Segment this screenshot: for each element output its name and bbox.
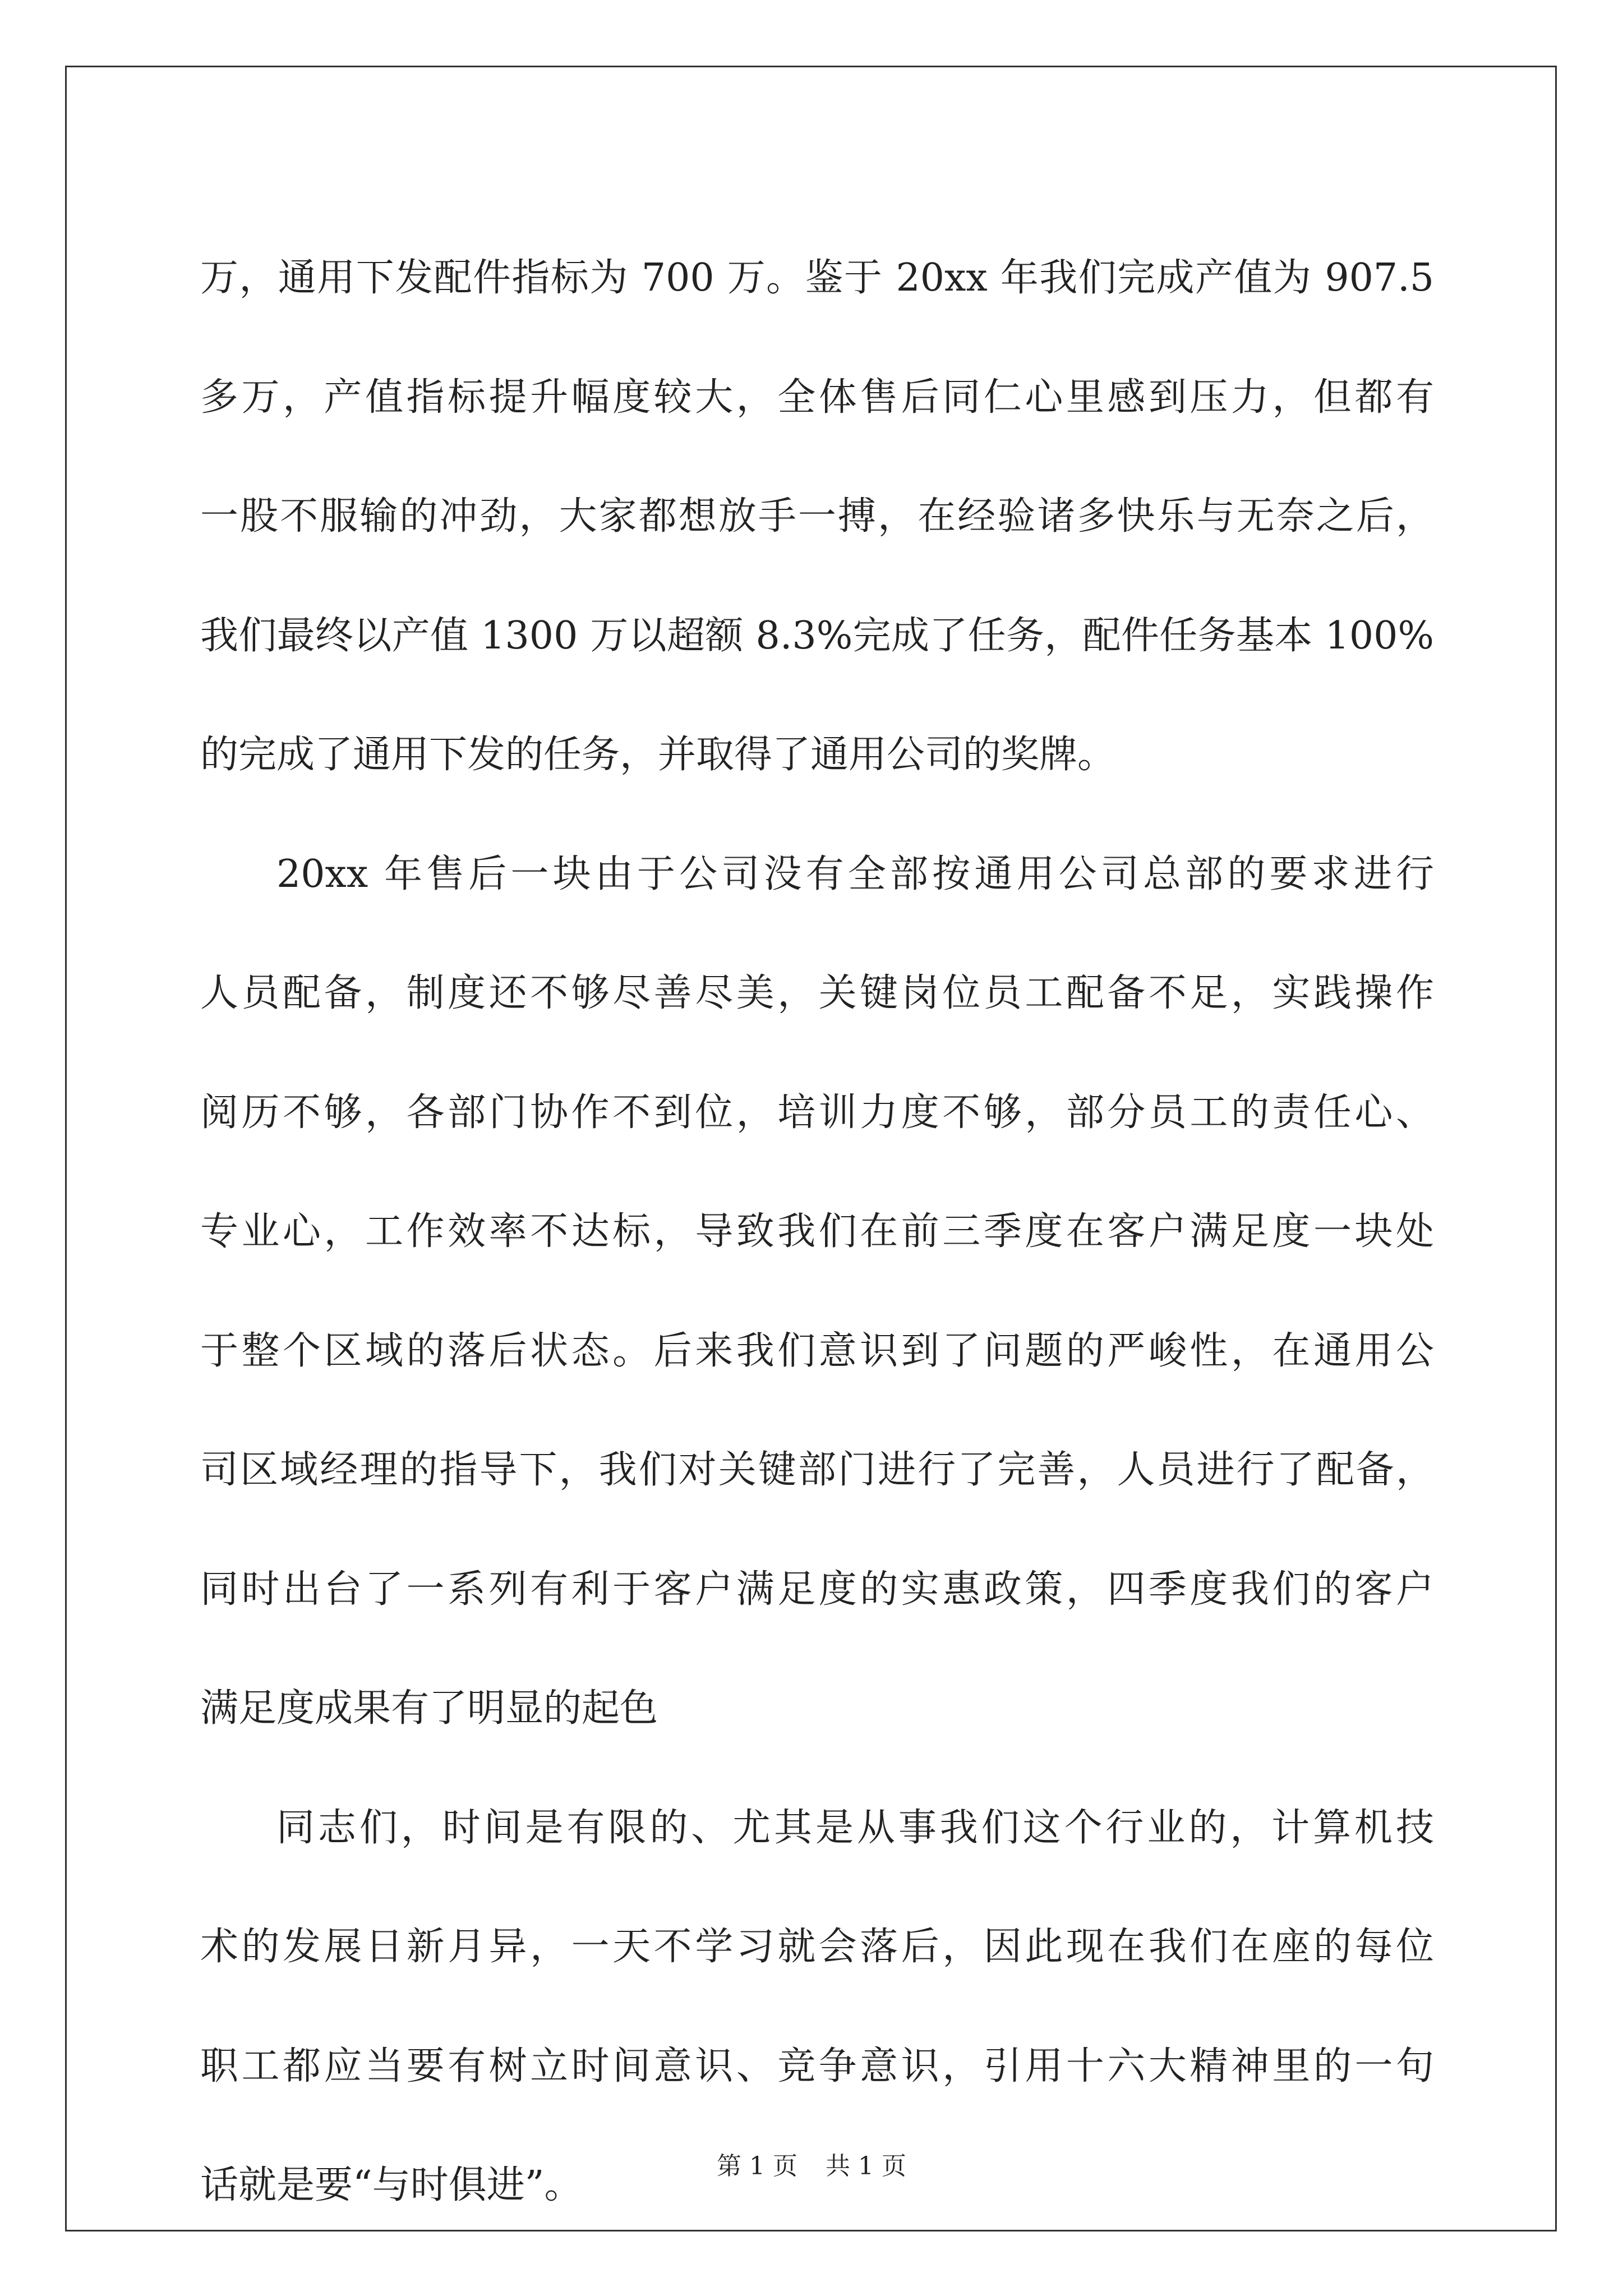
text-line: 人员配备，制度还不够尽善尽美，关键岗位员工配备不足，实践操作 xyxy=(200,971,1434,1015)
text-line: 一股不服输的冲劲，大家都想放手一搏，在经验诸多快乐与无奈之后， xyxy=(200,494,1434,539)
text-line: 我们最终以产值 1300 万以超额 8.3%完成了任务，配件任务基本 100% xyxy=(200,613,1434,658)
text-line: 话就是要“与时俱进”。 xyxy=(200,2163,583,2207)
text-line: 专业心，工作效率不达标，导致我们在前三季度在客户满足度一块处 xyxy=(200,1209,1434,1254)
text-line: 同时出台了一系列有利于客户满足度的实惠政策，四季度我们的客户 xyxy=(200,1567,1434,1612)
page-footer xyxy=(0,2150,1623,2183)
text-line: 司区域经理的指导下，我们对关键部门进行了完善，人员进行了配备， xyxy=(200,1448,1434,1492)
text-line: 的完成了通用下发的任务，并取得了通用公司的奖牌。 xyxy=(200,733,1116,777)
text-line: 于整个区域的落后状态。后来我们意识到了问题的严峻性，在通用公 xyxy=(200,1328,1434,1373)
text-line: 满足度成果有了明显的起色 xyxy=(200,1686,658,1731)
text-line: 职工都应当要有树立时间意识、竞争意识，引用十六大精神里的一句 xyxy=(200,2044,1434,2088)
text-line: 术的发展日新月异，一天不学习就会落后，因此现在我们在座的每位 xyxy=(200,1925,1434,1969)
text-line: 多万，产值指标提升幅度较大，全体售后同仁心里感到压力，但都有 xyxy=(200,375,1434,420)
text-line: 20xx 年售后一块由于公司没有全部按通用公司总部的要求进行 xyxy=(276,852,1434,896)
page-total: 共 1 页 xyxy=(826,2152,906,2180)
page-number: 第 1 页 xyxy=(717,2152,797,2180)
text-line: 万，通用下发配件指标为 700 万。鉴于 20xx 年我们完成产值为 907.5 xyxy=(200,256,1434,300)
text-line: 同志们，时间是有限的、尤其是从事我们这个行业的，计算机技 xyxy=(276,1805,1434,1850)
document-body xyxy=(200,219,1434,2246)
text-line: 阅历不够，各部门协作不到位，培训力度不够，部分员工的责任心、 xyxy=(200,1090,1434,1135)
